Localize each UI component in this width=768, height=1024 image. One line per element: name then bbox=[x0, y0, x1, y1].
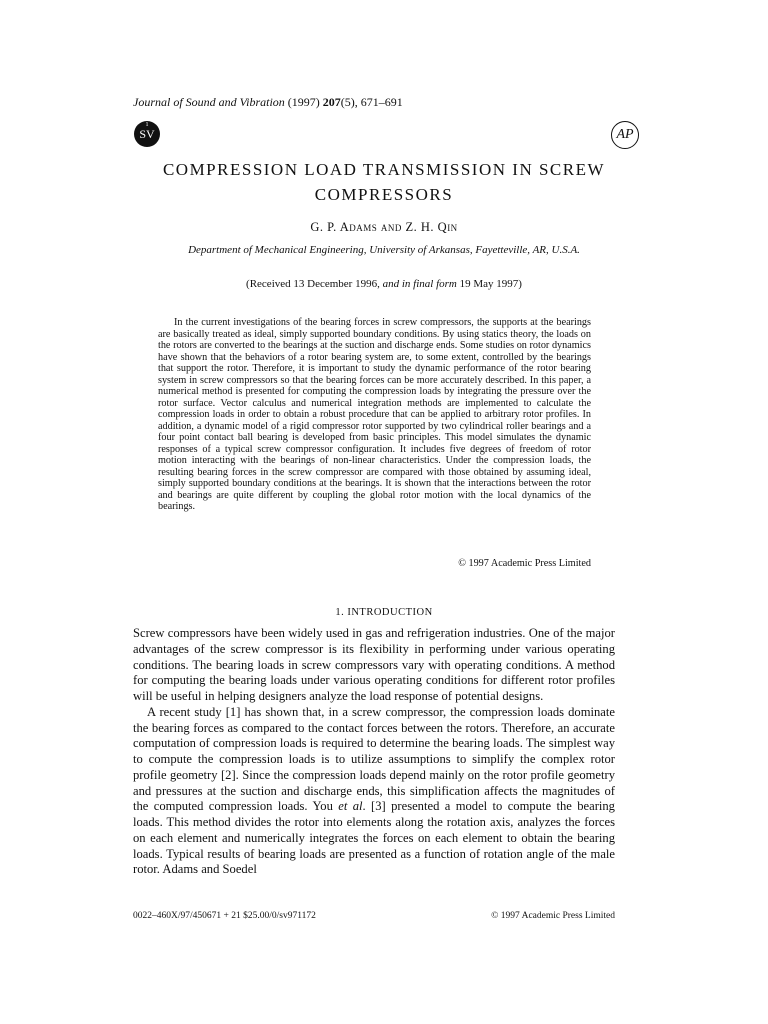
received-open: (Received bbox=[246, 278, 291, 290]
body-text bbox=[133, 626, 615, 878]
et-al: et al bbox=[338, 799, 363, 814]
sv-logo-text: SV bbox=[139, 126, 155, 141]
para2-part-b: . [3] presented a model to compute the bearing loads. This method divides the rotor into elements along the rotation axis, analyzes the forces on each element and numerically integrates the forces on each element to obtain the bearing loads. Typical results of bearing loads are presented as a function of rotation angle of the male rotor. Adams and Soedel bbox=[133, 799, 615, 877]
section-heading: 1. INTRODUCTION bbox=[335, 607, 433, 618]
intro-paragraph-1: Screw compressors have been widely used in gas and refrigeration industries. One of the major advantages of the screw compressor is its flexibility in performing under various operating conditions. The bearing loads in screw compressors vary with operating conditions. A method for computing the bearing loads under various operating conditions for different rotor profiles will be useful in helping designers analyze the load response of potential designs. bbox=[133, 626, 615, 703]
sv-logo-number: 1 bbox=[145, 122, 149, 128]
journal-issue-pages: (5), 671–691 bbox=[340, 95, 403, 109]
final-date: 19 May 1997) bbox=[459, 278, 522, 290]
sv-logo bbox=[134, 121, 160, 147]
journal-year: (1997) bbox=[287, 95, 320, 109]
journal-name: Journal of Sound and Vibration bbox=[133, 95, 285, 109]
abstract-copyright: © 1997 Academic Press Limited bbox=[458, 558, 591, 569]
author-affiliation: Department of Mechanical Engineering, University of Arkansas, Fayetteville, AR, U.S.A. bbox=[188, 244, 580, 256]
para2-part-a: A recent study [1] has shown that, in a screw compressor, the compression loads dominate the bearing forces as compared to the contact forces between the rotors. Therefore, an accurate computation of compression loads is required to determine the bearing loads. The simplest way to compute the compression loads is to utilize assumptions to simplify the complex rotor profile geometry [2]. Since the compression loads depend mainly on the rotor profile geometry and pressures at the suction and discharge ends, this simplification affects the magnitudes of the computed compression loads. You bbox=[133, 704, 615, 814]
intro-paragraph-2 bbox=[133, 705, 615, 878]
abstract-text: In the current investigations of the bearing forces in screw compressors, the supports at the bearings are basically treated as ideal, simply supported boundary conditions. By using statics theory, the loads on the rotors are converted to the bearings at the suction and discharge ends. Some studies on rotor dynamics have shown that the behaviors of a rotor bearing system are, to some extent, controlled by the bearings that support the rotor. Therefore, it is important to study the dynamic performance of the rotor bearing system in screw compressors so that the bearing forces can be more accurately described. In this paper, a numerical method is presented for computing the compression loads by integrating the pressure over the rotor surface. Vector calculus and numerical integration methods are implemented to calculate the compression loads in order to obtain a robust procedure that can be applied to arbitrary rotor profiles. In addition, a dynamic model of a rigid compressor rotor supported by two cylindrical roller bearings and a four point contact ball bearing is developed from basic principles. This model simulates the dynamic responses of a typical screw compressor configuration. It includes five degrees of freedom of rotor motion interacting with the bearings of non-linear characteristics. Under the compression loads, the resulting bearing forces in the screw compressor are compared with those obtained by assuming ideal, simply supported boundary conditions at the bearings. It is shown that the interactions between the rotor and bearings are quite different by coupling the global rotor motion with the local dynamics of the bearings. bbox=[158, 317, 591, 512]
received-date: 13 December 1996, bbox=[293, 278, 380, 290]
ap-logo-text: AP bbox=[616, 127, 634, 142]
ap-logo bbox=[611, 121, 639, 149]
journal-citation bbox=[133, 95, 403, 109]
footer-code: 0022–460X/97/450671 + 21 $25.00/0/sv971172 bbox=[133, 911, 316, 921]
received-dates bbox=[0, 277, 768, 291]
received-final-label: and in final form bbox=[382, 278, 457, 290]
article-authors: G. P. Adams and Z. H. Qin bbox=[310, 220, 458, 234]
journal-volume: 207 bbox=[322, 95, 341, 109]
article-title: COMPRESSION LOAD TRANSMISSION IN SCREW COMPRESSORS bbox=[162, 160, 606, 204]
footer-copyright: © 1997 Academic Press Limited bbox=[491, 911, 615, 921]
